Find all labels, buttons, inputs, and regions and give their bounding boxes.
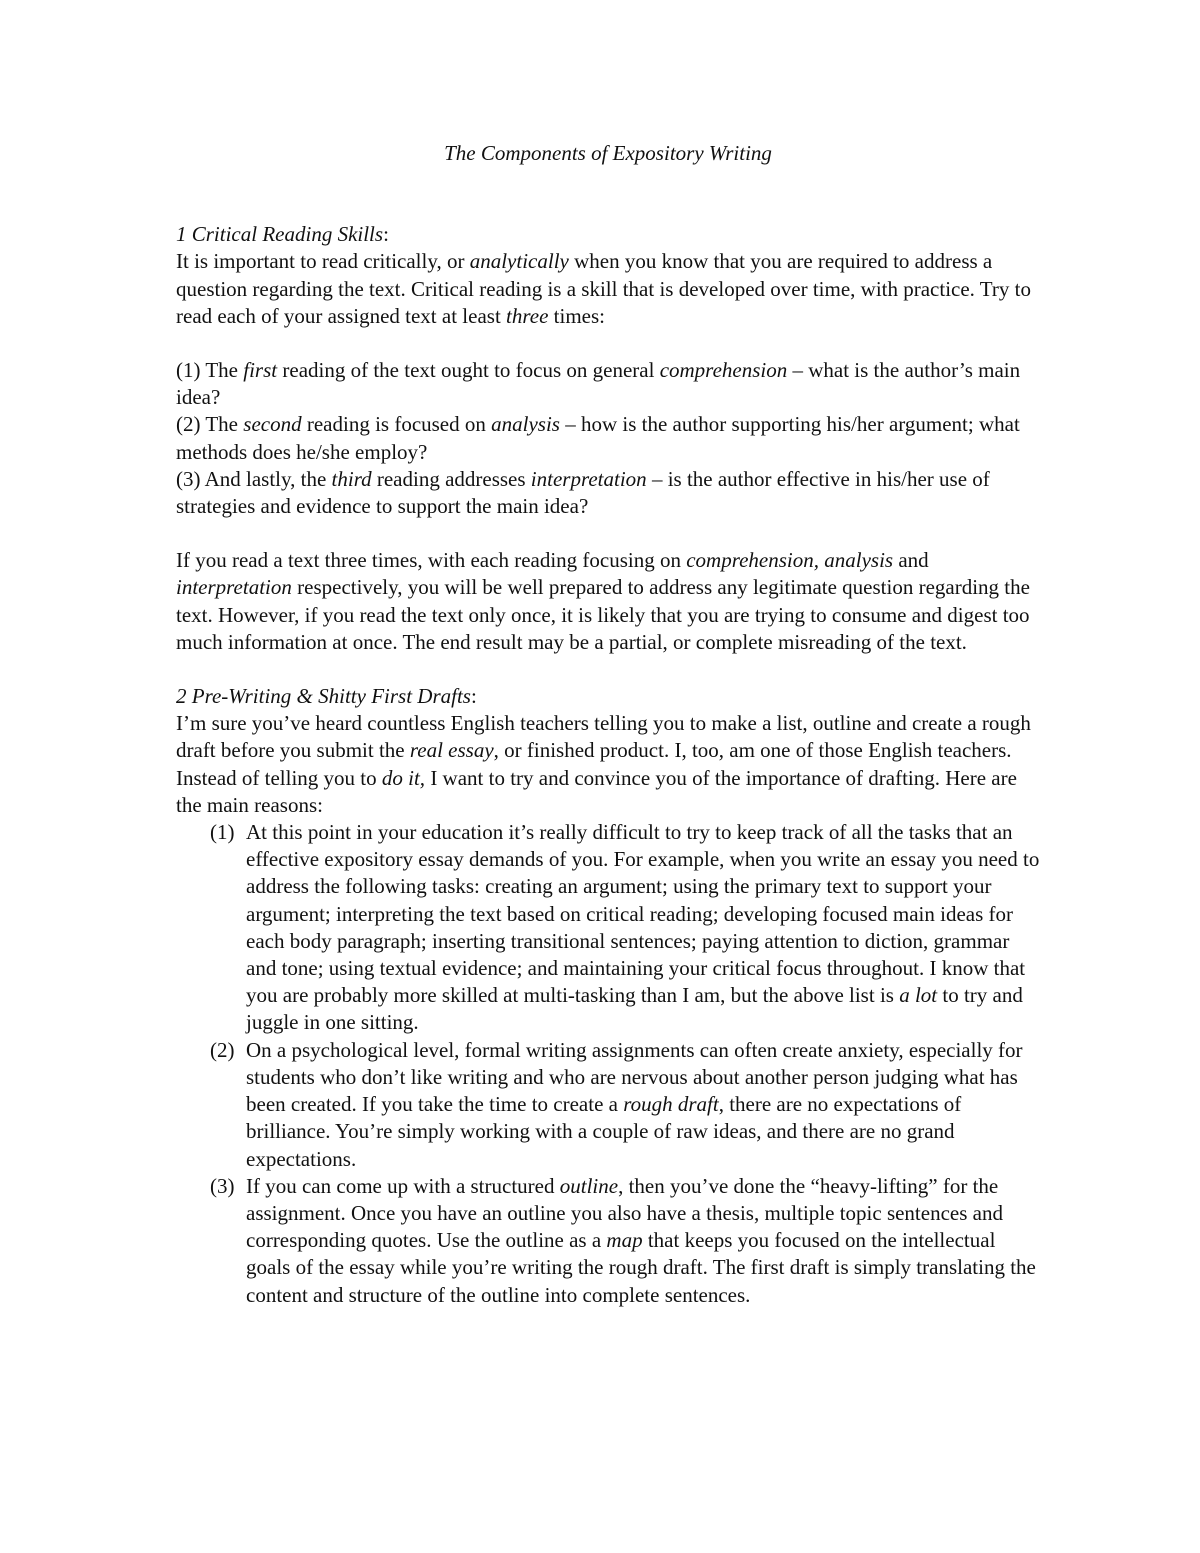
text-run: I’m sure you’ve heard countless English teachers telling you to make a list, outline and create a rough draft before you submit the	[176, 711, 1031, 763]
emphasized-text: real essay	[409, 738, 494, 763]
reading-step-second	[176, 411, 1040, 465]
list-item-number: (1)	[210, 820, 235, 845]
text-run: If you can come up with a structured	[246, 1173, 560, 1198]
emphasized-text: second	[243, 412, 302, 437]
emphasized-text: map	[606, 1228, 643, 1253]
section-number: 1	[176, 222, 187, 247]
reading-step-first	[176, 357, 1040, 411]
text-run: If you read a text three times, with each reading focusing on	[176, 548, 687, 573]
text-run: At this point in your education it’s really difficult to try to keep track of all the tasks that an effective expository essay demands of you. For example, when you write an essay you need to address the following tasks: creating an argument; using the primary text to support your argument; interpreting the text based on critical reading; developing focused main ideas for each body paragraph; inserting transitional sentences; paying attention to diction, grammar and tone; using textual evidence; and maintaining your critical focus throughout. I know that you are probably more skilled at multi-tasking than I am, but the above list is	[246, 820, 1040, 1008]
text-run: – how is the author supporting his/her argument; what methods does he/she employ?	[176, 412, 1020, 464]
text-run: reading addresses	[371, 466, 531, 491]
section-heading-text: Critical Reading Skills	[191, 222, 384, 247]
text-run: respectively, you will be well prepared to address any legitimate question regarding the text. However, if you read the text only once, it is likely that you are trying to consume and digest too much information at once. The end result may be a partial, or complete misreading of the text.	[176, 575, 1030, 654]
list-item	[176, 819, 1040, 1037]
text-run: times:	[548, 303, 606, 328]
emphasized-text: analytically	[469, 249, 569, 274]
drafting-reasons-list	[176, 819, 1040, 1309]
text-run: – what is the author’s main idea?	[176, 358, 1021, 410]
emphasized-text: comprehension	[659, 358, 788, 383]
text-run: when you know that you are required to address a question regarding the text. Critical reading is a skill that is developed over time, with practice. Try to read each of your assigned text at least	[176, 249, 1031, 328]
emphasized-text: interpretation	[176, 575, 292, 600]
text-run: (3) And lastly, the	[176, 466, 332, 491]
text-run: that keeps you focused on the intellectual goals of the essay while you’re writing the rough draft. The first draft is simply translating the content and structure of the outline into complete sentences.	[246, 1228, 1036, 1307]
text-run: reading is focused on	[301, 412, 492, 437]
text-run: (1) The	[176, 358, 244, 383]
emphasized-text: interpretation	[530, 466, 647, 491]
section-heading-pre-writing: 2 Pre-Writing & Shitty First Drafts:	[176, 684, 477, 709]
section-heading-critical-reading: 1 Critical Reading Skills:	[176, 222, 389, 247]
emphasized-text: analysis	[491, 412, 560, 437]
emphasized-text: outline	[559, 1173, 619, 1198]
list-item	[176, 1037, 1040, 1173]
text-run: It is important to read critically, or	[176, 249, 470, 274]
text-run: On a psychological level, formal writing assignments can often create anxiety, especially for students who don’t like writing and who are nervous about another person judging what has been created. If you take the time to create a	[246, 1037, 1023, 1117]
emphasized-text: three	[506, 303, 549, 328]
text-run: , there are no expectations of brilliance. You’re simply working with a couple of raw ideas, and there are no grand expectations.	[246, 1092, 962, 1171]
list-item-text	[246, 1038, 1023, 1171]
text-run: – is the author effective in his/her use of strategies and evidence to support the main idea?	[176, 466, 990, 519]
text-run: I want to try and convince you of the importance of drafting. Here are the main reasons:	[176, 765, 1017, 817]
text-run: , then you’ve done the “heavy-lifting” for the assignment. Once you have an outline you also have a thesis, multiple topic sentences and corresponding quotes. Use the outline as a	[246, 1173, 1003, 1253]
text-run: to try and juggle in one sitting.	[246, 983, 1023, 1035]
list-item	[176, 1173, 1040, 1309]
emphasized-text: rough draft	[623, 1092, 719, 1117]
pre-writing-intro	[176, 710, 1040, 819]
section-number: 2	[176, 684, 187, 709]
emphasized-text: do it,	[381, 765, 426, 790]
document-title: The Components of Expository Writing	[444, 141, 772, 165]
emphasized-text: a lot	[899, 983, 938, 1008]
list-item-text	[246, 820, 1039, 1034]
list-item-text	[246, 1174, 1036, 1307]
text-run: and	[893, 548, 929, 573]
section-heading-text: Pre-Writing & Shitty First Drafts	[191, 684, 471, 709]
text-run: reading of the text ought to focus on general	[277, 358, 660, 383]
list-item-number: (2)	[210, 1037, 235, 1062]
emphasized-text: comprehension, analysis	[686, 548, 894, 573]
text-run: (2) The	[176, 412, 244, 437]
reading-step-third	[176, 466, 1040, 520]
list-item-number: (3)	[210, 1173, 235, 1198]
critical-reading-intro	[176, 248, 1040, 330]
emphasized-text: first	[243, 358, 278, 383]
critical-reading-conclusion	[176, 547, 1040, 656]
text-run: , or finished product. I, too, am one of those English teachers. Instead of telling you to	[176, 738, 1012, 790]
emphasized-text: third	[331, 466, 372, 491]
